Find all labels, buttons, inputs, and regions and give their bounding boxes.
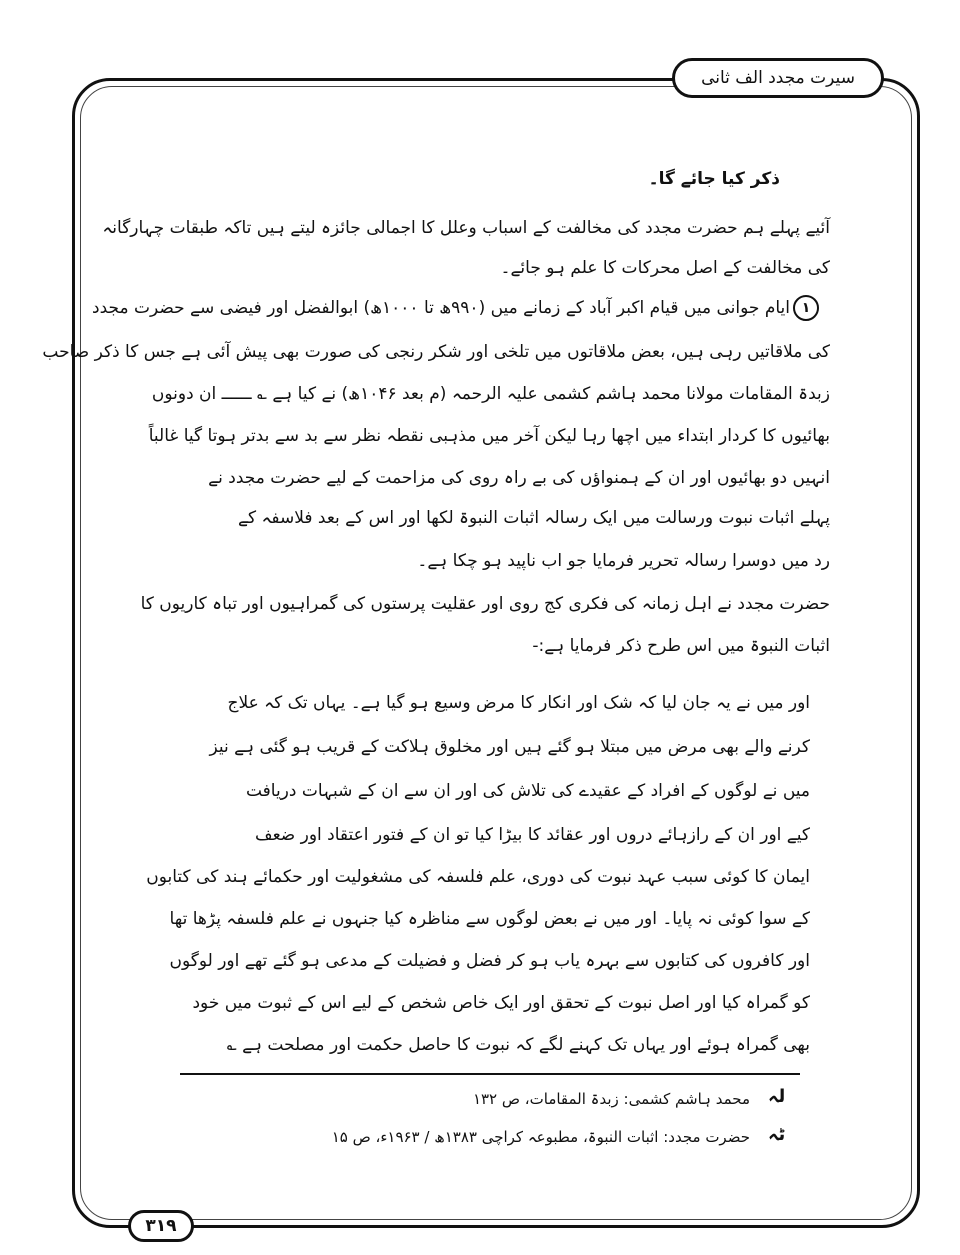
item-number: ۱ (801, 300, 811, 316)
text-line: ایام جوانی میں قیام اکبر آباد کے زمانے میں (۹۹۰ھ تا ۱۰۰۰ھ) ابوالفضل اور فیضی سے حضرت مجدد (92, 298, 790, 318)
quote-line: کرنے والے بھی مرض میں مبتلا ہو گئے ہیں اور مخلوق ہلاکت کے قریب ہو گئی ہے نیز (209, 737, 810, 757)
text-line: اثبات النبوۃ میں اس طرح ذکر فرمایا ہے:- (532, 636, 830, 656)
page-number: ۳۱۹ (145, 1216, 177, 1236)
page-number-badge (128, 1210, 194, 1242)
header-title: سیرت مجدد الف ثانی (701, 68, 855, 88)
footnote-text: محمد ہاشم کشمی: زبدۃ المقامات، ص ۱۳۲ (472, 1090, 750, 1108)
quote-line: کے سوا کوئی نہ پایا۔ اور میں نے بعض لوگوں سے مناظرہ کیا جنہوں نے علم فلسفہ پڑھا تھا (169, 909, 810, 929)
quote-line: اور میں نے یہ جان لیا کہ شک اور انکار کا مرض وسیع ہو گیا ہے۔ یہاں تک کہ علاج (227, 693, 810, 713)
quote-line: ایمان کا کوئی سبب عہد نبوت کی دوری، علم فلسفہ کی مشغولیت اور حکمائے ہند کی کتابوں (146, 867, 810, 887)
footnote-mark: ٹہ (768, 1124, 786, 1145)
quote-line: اور کافروں کی کتابوں سے بہرہ یاب ہو کر فضل و فضیلت کے مدعی ہو گئے تھے اور لوگوں (169, 951, 810, 971)
item-number-badge (793, 295, 819, 321)
text-line: بھائیوں کا کردار ابتداء میں اچھا رہا لیکن آخر میں مذہبی نقطہ نظر سے بد سے بدتر ہوتا گیا غالباً (148, 426, 830, 446)
block-quote (146, 680, 810, 1080)
quote-line: کو گمراہ کیا اور اصل نبوت کے تحقق اور ایک خاص شخص کے لیے اس کے ثبوت میں خود (192, 993, 810, 1013)
footnote-text: حضرت مجدد: اثبات النبوۃ، مطبوعہ کراچی ۱۳۸۳ھ / ۱۹۶۳ء، ص ۱۵ (331, 1128, 750, 1146)
text-line: کی مخالفت کے اصل محرکات کا علم ہو جائے۔ (500, 258, 830, 278)
footnote-mark: لہ (768, 1086, 786, 1107)
text-line: آئیے پہلے ہم حضرت مجدد کی مخالفت کے اسباب وعلل کا اجمالی جائزہ لیتے ہیں تاکہ طبقات چہارگانہ (102, 218, 830, 238)
main-text (42, 150, 830, 710)
text-line: پہلے اثبات نبوت ورسالت میں ایک رسالہ اثبات النبوۃ لکھا اور اس کے بعد فلاسفہ کے (237, 508, 830, 528)
text-line: انہیں دو بھائیوں اور ان کے ہمنواؤں کی بے راہ روی کی مزاحمت کے لیے حضرت مجدد نے (208, 468, 830, 488)
quote-line: بھی گمراہ ہوئے اور یہاں تک کہنے لگے کہ نبوت کا حاصل حکمت اور مصلحت ہے ؎ (226, 1035, 810, 1055)
quote-line: کیے اور ان کے رازہائے دروں اور عقائد کا بیڑا کیا تو ان کے فتور اعتقاد اور ضعف (254, 825, 810, 845)
text-line: کی ملاقاتیں رہی ہیں، بعض ملاقاتوں میں تلخی اور شکر رنجی کی صورت بھی پیش آئی ہے جس کا ذکر صاحب (42, 342, 830, 362)
quote-line: میں نے لوگوں کے افراد کے عقیدے کی تلاش کی اور ان سے ان کے شبہات دریافت (245, 781, 810, 801)
footnote-rule (180, 1073, 800, 1075)
text-line: حضرت مجدد نے اہل زمانہ کی فکری کج روی اور عقلیت پرستوں کی گمراہیوں اور تباہ کاریوں کا (140, 594, 830, 614)
running-header (672, 58, 884, 98)
text-line: رد میں دوسرا رسالہ تحریر فرمایا جو اب ناپید ہو چکا ہے۔ (417, 551, 830, 571)
text-line: ذکر کیا جائے گا۔ (648, 169, 780, 189)
text-line: زبدۃ المقامات مولانا محمد ہاشم کشمی علیہ الرحمہ (م بعد ۱۰۴۶ھ) نے کیا ہے ؎ ــــــ ان دونوں (151, 384, 830, 404)
